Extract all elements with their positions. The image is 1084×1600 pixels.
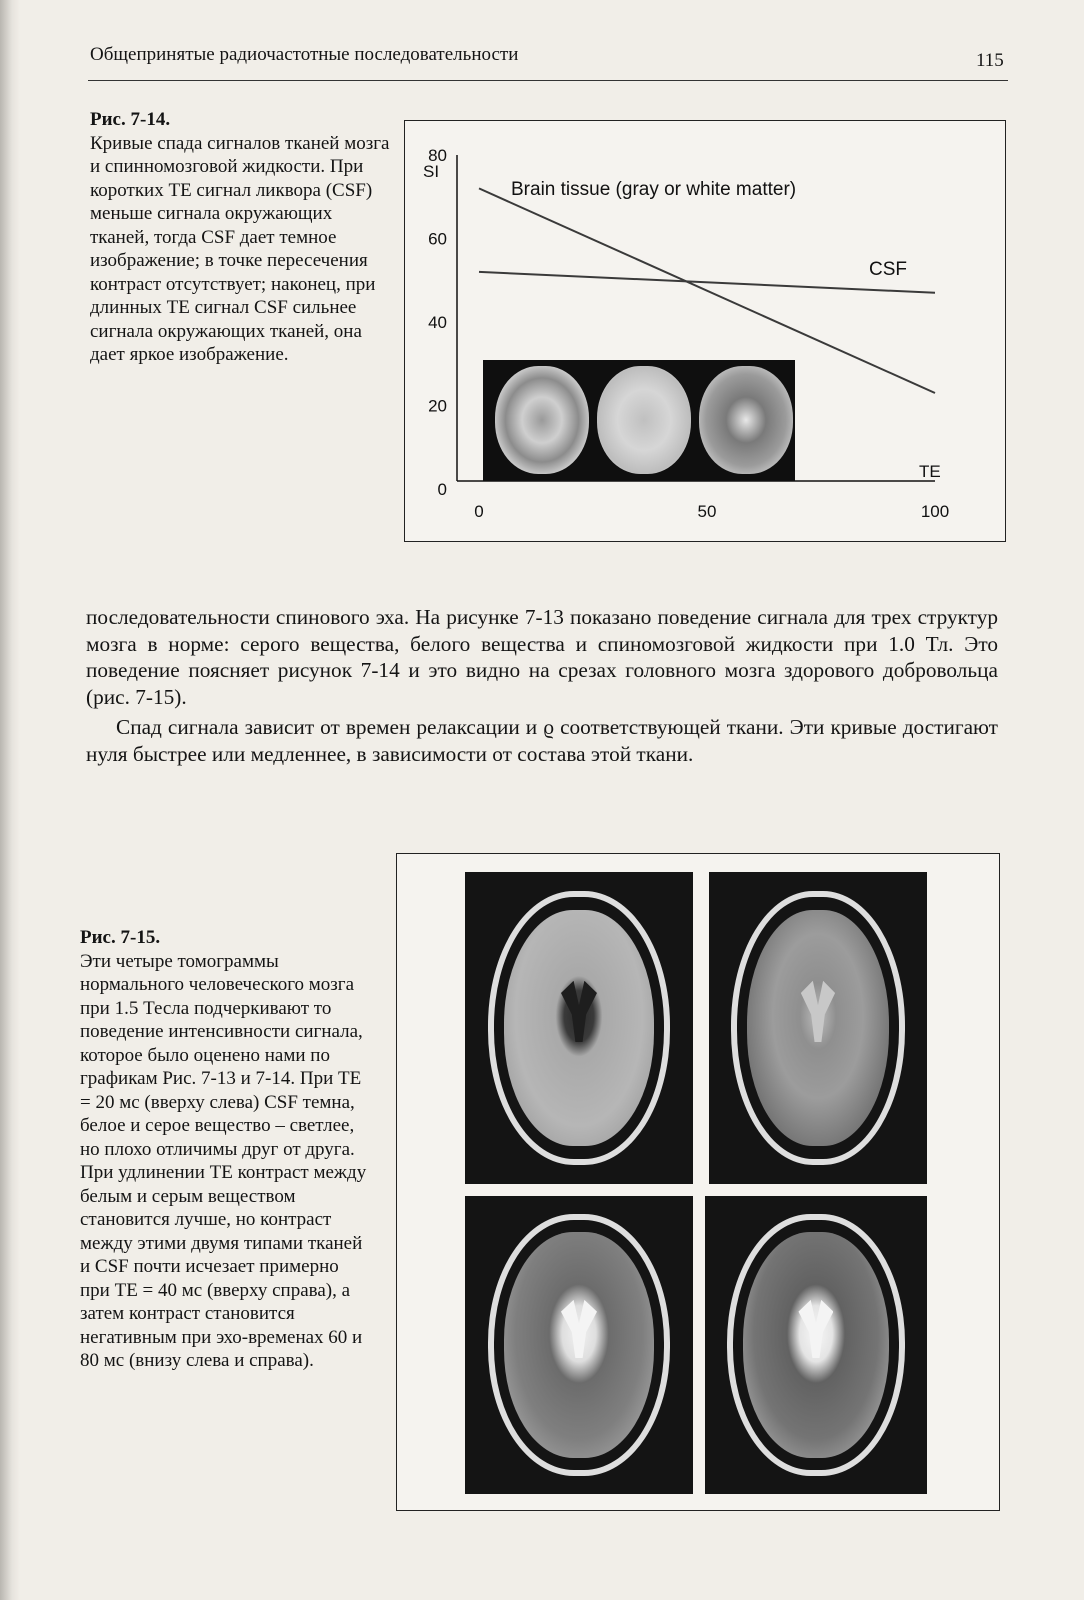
figure-7-14-label: Рис. 7-14.: [90, 109, 171, 130]
brain-tissue-series-label: Brain tissue (gray or white matter): [511, 179, 797, 200]
mri-scan-top-right: [709, 872, 927, 1184]
brain-tissue: [743, 1232, 889, 1457]
figure-7-15-text: Эти четыре томограммы нормального человеческого мозга при 1.5 Тесла подчеркивают то поведение интенсивности сигнала, которое было оценено нами по графикам Рис. 7-13 и 7-14. При TE = 20 мс (вверху слева) CSF темна, белое и серое вещество – светлее, но плохо отличимы друг от друга. При удлинении TE контраст между белым и серым веществом становится лучше, но контраст между этими двумя типами тканей и CSF почти исчезает примерно при TE = 40 мс (вверху справа), а затем контраст становится негативным при эхо-временах 60 и 80 мс (внизу слева и справа).: [80, 950, 367, 1371]
ventricles: [561, 981, 597, 1042]
ventricles: [801, 981, 835, 1042]
skull-outline: [488, 1214, 670, 1476]
mri-scan-bottom-left: [465, 1196, 693, 1494]
figure-7-15-caption: [80, 926, 370, 1373]
mri-figure-frame: [396, 853, 1000, 1511]
mri-thumbnail-long-te: [699, 366, 793, 474]
csf-series-label: CSF: [869, 259, 907, 280]
signal-decay-chart: [404, 120, 1006, 542]
y-tick-label-80: 80: [428, 146, 447, 165]
ventricles: [798, 1300, 833, 1359]
y-tick-label-20: 20: [428, 396, 447, 416]
skull-outline: [731, 891, 905, 1166]
y-tick-label-0: 0: [437, 480, 447, 499]
body-paragraph-1: последовательности спинового эха. На рисунке 7-13 показано поведение сигнала для трех структур мозга в норме: серого вещества, белого вещества и спиномозговой жидкости при 1.0 Тл. Это поведение поясняет рисунок 7-14 и это видно на срезах головного мозга здорового добровольца (рис. 7-15).: [86, 605, 998, 709]
skull-outline: [488, 891, 670, 1166]
ventricles: [561, 1300, 597, 1359]
mri-thumbnail-strip: [483, 360, 795, 481]
mri-thumbnail-short-te: [495, 366, 589, 474]
mri-scan-bottom-right: [705, 1196, 927, 1494]
mri-thumbnail-crossover-te: [597, 366, 691, 474]
running-head: Общепринятые радиочастотные последовательности: [90, 44, 519, 65]
y-tick-label-40: 40: [428, 313, 447, 332]
y-axis-label: SI: [423, 162, 440, 181]
skull-outline: [727, 1214, 905, 1476]
y-tick-label-60: 60: [428, 229, 447, 249]
brain-tissue: [504, 1232, 654, 1457]
page-number: 115: [976, 50, 1004, 71]
x-tick-label-100: 100: [920, 502, 950, 521]
x-tick-label-50: 50: [697, 502, 717, 521]
x-axis-label: TE: [919, 462, 941, 481]
figure-7-14-text: Кривые спада сигналов тканей мозга и спинномозговой жидкости. При коротких TE сигнал ликвора (CSF) меньше сигнала окружающих тканей, тогда CSF дает темное изображение; в точке пересечения контраст отсутствует; наконец, при длинных TE сигнал CSF сильнее сигнала окружающих тканей, она дает яркое изображение.: [90, 132, 390, 365]
figure-7-15-label: Рис. 7-15.: [80, 927, 161, 948]
body-text: [86, 604, 998, 767]
page-edge-shadow: [0, 0, 20, 1600]
figure-7-14-caption: [90, 108, 390, 367]
brain-tissue: [747, 910, 890, 1146]
header-rule: [88, 80, 1008, 81]
brain-tissue: [504, 910, 654, 1146]
x-tick-label-0: 0: [474, 502, 484, 521]
body-paragraph-2: Спад сигнала зависит от времен релаксации и ϱ соответствующей ткани. Эти кривые достигают нуля быстрее или медленнее, в зависимости от состава этой ткани.: [86, 715, 998, 766]
mri-scan-top-left: [465, 872, 693, 1184]
